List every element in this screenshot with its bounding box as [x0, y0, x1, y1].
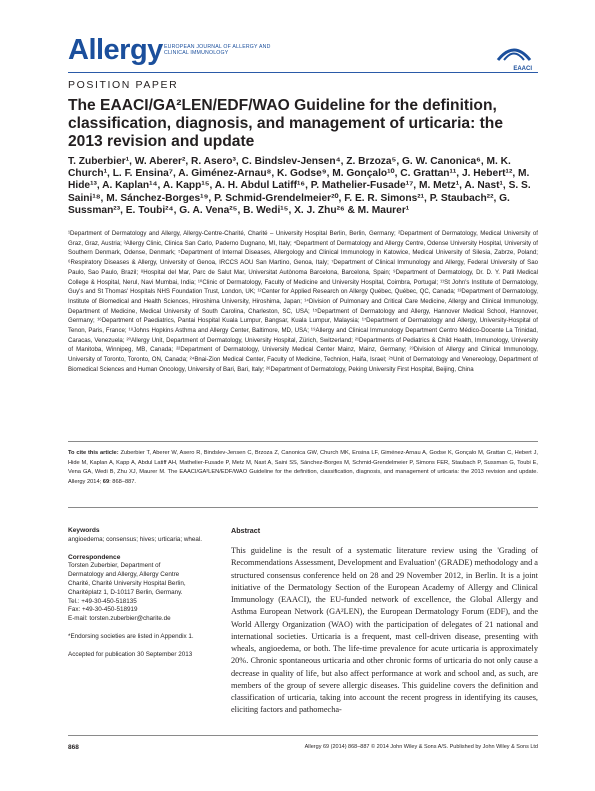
correspondence-line: Torsten Zuberbier, Department of — [68, 562, 161, 570]
abstract-heading: Abstract — [231, 526, 261, 535]
article-type-label: POSITION PAPER — [68, 79, 179, 91]
correspondence-line: Tel.: +49-30-450-518135 — [68, 597, 137, 605]
journal-header — [68, 34, 538, 72]
author-list: T. Zuberbier¹, W. Aberer², R. Asero³, C. Bindslev-Jensen⁴, Z. Brzoza⁵, G. W. Canonica⁶, M. K. Church¹, L. F. Ensina⁷, A. Giménez-Arnau⁸, K. Godse⁹, M. Gonçalo¹⁰, C. Grattan¹¹, J. Hebert¹², M. Hide¹³, A. Kaplan¹⁴, A. Kapp¹⁵, A. H. Abdul Latiff¹⁶, P. Mathelier-Fusade¹⁷, M. Metz¹, A. Nast¹, S. S. Saini¹⁸, M. Sánchez-Borges¹⁹, P. Schmid-Grendelmeier²⁰, F. E. R. Simons²¹, P. Staubach²², G. Sussman²³, E. Toubi²⁴, G. A. Vena²⁵, B. Wedi¹⁵, X. J. Zhu²⁶ & M. Maurer¹ — [68, 156, 531, 216]
correspondence-line: Dermatology and Allergy, Allergy Centre — [68, 571, 180, 579]
citation-top-rule — [68, 441, 538, 442]
correspondence-line: Charitéplatz 1, D-10117 Berlin, Germany. — [68, 588, 183, 596]
citation-pages: : 868–887. — [109, 479, 137, 486]
journal-logo: Allergy — [68, 34, 163, 66]
citation-label: To cite this article: — [68, 450, 119, 456]
keywords-heading: Keywords — [68, 527, 100, 534]
accepted-date: Accepted for publication 30 September 2013 — [68, 650, 193, 658]
header-divider — [68, 72, 538, 73]
journal-subtitle: EUROPEAN JOURNAL OF ALLERGY AND CLINICAL IMMUNOLOGY — [164, 44, 271, 57]
correspondence-email[interactable]: E-mail: torsten.zuberbier@charite.de — [68, 615, 171, 623]
eaaci-logo-icon — [494, 38, 534, 68]
citation-block — [68, 449, 538, 488]
eaaci-logo-text: EAACI — [513, 66, 532, 72]
sidebar — [68, 527, 218, 660]
page-number: 868 — [68, 744, 79, 751]
correspondence-line: Fax: +49-30-450-518919 — [68, 606, 138, 614]
article-title: The EAACI/GA²LEN/EDF/WAO Guideline for the definition, classification, diagnosis, and management of urticaria: the 2013 revision and update — [68, 97, 503, 150]
correspondence-heading: Correspondence — [68, 553, 121, 561]
footer-journal-line: Allergy 69 (2014) 868–887 © 2014 John Wiley & Sons A/S. Published by John Wiley & Sons Ltd — [304, 744, 538, 750]
abstract-text: This guideline is the result of a systematic literature review using the 'Grading of Recommendations Assessment, Development and Evaluation' (GRADE) methodology and a structured consensus conference held on 28 and 29 November 2012, in Berlin. It is a joint initiative of the Dermatology Section of the European Academy of Allergy and Clinical Immunology (EAACI), the EU-funded network of excellence, the Global Allergy and Asthma European Network (GA²LEN), the European Dermatology Forum (EDF), and the World Allergy Organization (WAO) with the participation of delegates of 21 national and international societies. Urticaria is a frequent, mast cell-driven disease, presenting with wheals, angioedema, or both. The life-time prevalence for acute urticaria is approximately 20%. Chronic spontaneous urticaria and other chronic forms of urticaria do not only cause a decrease in quality of life, but also affect performance at work and school and, as such, are members of the group of severe allergic diseases. This guideline covers the definition and classification of urticaria, taking into account the recent progress in identifying its causes, eliciting factors and pathomecha- — [231, 546, 538, 715]
keywords-text: angioedema; consensus; hives; urticaria; wheal. — [68, 535, 203, 543]
correspondence-line: Charité, Charité University Hospital Berlin, — [68, 579, 186, 587]
citation-volume: 69 — [102, 479, 110, 486]
citation-text: Zuberbier T, Aberer W, Asero R, Bindslev-Jensen C, Brzoza Z, Canonica GW, Church MK, Ensina LF, Giménez-Arnau A, Godse K, Gonçalo M, Grattan C, Hebert J, Hide M, Kaplan A, Kapp A, Abdul Latiff AH, Mathelier-Fusade P, Metz M, Nast A, Saini SS, Sánchez-Borges M, Schmid-Grendelmeier P, Simons FER, Staubach P, Sussman G, Toubi E, Vena GA, Wedi B, Zhu XJ, Maurer M. The EAACI/GA²LEN/EDF/WAO Guideline for the definition, classification, diagnosis, and management of urticaria: the 2013 revision and update. Allergy 2014; — [68, 450, 538, 486]
affiliations: ¹Department of Dermatology and Allergy, Allergy-Centre-Charité, Charité – University Hospital Berlin, Berlin, Germany; ²Department of Dermatology, Medical University of Graz, Graz, Austria; ³Allergy Clinic, Clinica San Carlo, Paderno Dugnano, MI, Italy; ⁴Department of Dermatology and Allergy Centre, Odense University Hospital, University of Southern Denmark, Odense, Denmark; ⁵Department of Internal Diseases, Allergology and Clinical Immunology in Katowice, Medical University of Silesia, Zabrze, Poland; ⁶Respiratory Diseases & Allergy, University of Genoa, IRCCS AOU San Martino, Genoa, Italy; ⁷Department of Clinical Immunology and Allergy, Federal University of Sao Paulo, Sao Paulo, Brazil; ⁸Hospital del Mar, Parc de Salut Mar, Universitat Autònoma Barcelona, Barcelona, Spain; ⁹Department of Dermatology, Dr. D. Y. Patil Medical College & Hospital, Nerul, Navi Mumbai, India; ¹⁰Clinic of Dermatology, Faculty of Medicine and University Hospital, Coimbra, Portugal; ¹¹St John's Institute of Dermatology, Guy's and St Thomas' Hospitals NHS Foundation Trust, London, UK; ¹²Center for Applied Research on Allergy Québec, Québec, QC, Canada; ¹³Department of Dermatology, Institute of Biomedical and Health Sciences, Hiroshima University, Hiroshima, Japan; ¹⁴Division of Pulmonary and Critical Care Medicine, Allergy and Clinical Immunology, Department of Medicine, Medical University of South Carolina, Charleston, SC, USA; ¹⁵Department of Dermatology and Allergy, Hannover Medical School, Hannover, Germany; ¹⁶Department of Paediatrics, Pantai Hospital Kuala Lumpur, Bangsar, Kuala Lumpur, Malaysia; ¹⁷Department of Dermatology and Allergy, University-Hospital of Tenon, Paris, France; ¹⁸Johns Hopkins Asthma and Allergy Center, Baltimore, MD, USA; ¹⁹Allergy and Clinical Immunology Department Centro Médico-Docente La Trinidad, Caracas, Venezuela; ²⁰Allergy Unit, Department of Dermatology, University Hospital, Zürich, Switzerland; ²¹Departments of Pediatrics & Child Health, Immunology, University of Manitoba, Winnipeg, MB, Canada; ²²Department of Dermatology, University Medical Center Mainz, Mainz, Germany; ²³Division of Allergy and Clinical Immunology, University of Toronto, Toronto, ON, Canada; ²⁴Bnai-Zion Medical Center, Faculty of Medicine, Technion, Haifa, Israel; ²⁵Unit of Dermatology and Venereology, Department of Biomedical Sciences and Human Oncology, University of Bari, Bari, Italy; ²⁶Department of Dermatology, Peking University First Hospital, Beijing, China — [68, 230, 538, 373]
endorsing-note: *Endorsing societies are listed in Appendix 1. — [68, 632, 194, 640]
citation-bottom-rule — [68, 507, 538, 508]
footer-rule — [68, 735, 538, 736]
